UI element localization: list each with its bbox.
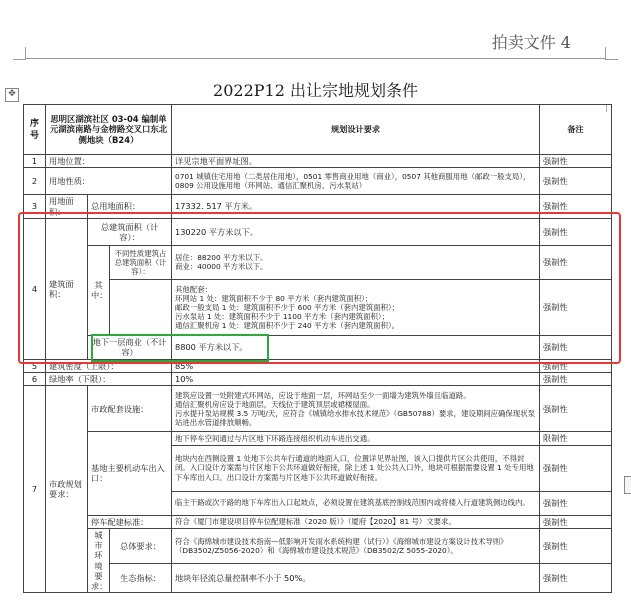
row-7-facility-line: 污水提升泵站规模 3.5 万吨/天，应符合《城镇给水排水技术规范》（GB50788）要求，建设期间应确保现状泵站进出水管道排放顺畅。 xyxy=(175,408,535,427)
row-4-other-remark: 强制性 xyxy=(540,279,612,335)
table-move-handle-icon[interactable]: ✥ xyxy=(5,88,19,102)
row-7-seq: 7 xyxy=(24,386,46,593)
row-4-other-line: 邮政一般支局 1 处：建筑面积不少于 600 平方米（套内建筑面积）； xyxy=(175,302,400,312)
row-7-entry-remark-3: 强制性 xyxy=(540,491,612,515)
row-5-seq: 5 xyxy=(24,359,46,372)
row-2-seq: 2 xyxy=(24,168,46,195)
row-4-seq: 4 xyxy=(24,218,46,359)
row-1-remark: 强制性 xyxy=(540,155,612,168)
header-parcel: 思明区湖滨社区 03-04 编制单元湖滨南路与金榜路交叉口东北侧地块（B24） xyxy=(46,105,172,155)
row-4-other-line: 污水泵站 1 处：建筑面积不少于 1100 平方米（套内建筑面积）； xyxy=(175,311,389,321)
row-7-entry-remark-2: 强制性 xyxy=(540,445,612,491)
row-3-remark: 强制性 xyxy=(540,195,612,219)
row-7-env-b-label: 生态指标： xyxy=(110,563,172,592)
margin-corner-mark xyxy=(13,47,26,60)
row-4-diff-remark: 强制性 xyxy=(540,245,612,279)
row-7-entry-remark-1: 限制性 xyxy=(540,432,612,445)
row-4-underground-value: 8800 平方米以下。 xyxy=(172,335,540,359)
row-7-facility-label: 市政配套设施： xyxy=(88,386,172,432)
row-4-other-title: 其他配套： xyxy=(175,284,212,294)
row-2-item: 用地性质： xyxy=(46,168,172,195)
header-remark: 备注 xyxy=(540,105,612,155)
row-7-env-a-label: 总体要求： xyxy=(110,528,172,563)
row-2-value: 0701 城镇住宅用地（二类居住用地），0501 零售商业用地（商业），0507 其他商服用地（邮政一般支局），0809 公用设施用地（环网站、通信汇聚机房、污水泵站） xyxy=(172,168,540,195)
row-6-item: 绿地率（下限）： xyxy=(46,373,172,386)
row-4-item: 建筑面积： xyxy=(46,218,88,359)
scroll-edge-handle[interactable] xyxy=(624,476,631,494)
row-4-other-line: 环网站 1 处：建筑面积不少于 80 平方米（套内建筑面积）； xyxy=(175,293,373,303)
row-7-facility-line: 通信汇聚机房应设于地面层，天线位于建筑顶层或裙楼屋面。 xyxy=(175,399,375,409)
row-5-value: 85% xyxy=(172,359,540,372)
row-3-seq: 3 xyxy=(24,195,46,219)
row-2-remark: 强制性 xyxy=(540,168,612,195)
document-header-text: 拍卖文件 4 xyxy=(491,33,571,52)
row-7-env-label: 城市环境要求： xyxy=(88,528,110,593)
row-4-total-remark: 强制性 xyxy=(540,218,612,245)
highlight-box-green xyxy=(91,334,269,362)
row-4-total-label: 总建筑面积（计容）： xyxy=(88,218,172,245)
row-7-parking-text: 符合《厦门市建设项目停车位配建标准（2020 版）》（厦府【2020】81 号）文要求。 xyxy=(172,515,540,528)
row-6-seq: 6 xyxy=(24,373,46,386)
row-7-env-b-text: 地块年径流总量控制率不小于 50%。 xyxy=(172,563,540,592)
row-4-diff-commercial: 商业：40000 平方米以下。 xyxy=(175,262,268,272)
row-6-remark: 强制性 xyxy=(540,373,612,386)
row-1-value: 详见宗地平面界址图。 xyxy=(172,155,540,168)
row-7-parking-label: 停车配建标准： xyxy=(88,515,172,528)
row-7-entry-text-1: 地下停车空间通过与片区地下环路连接组织机动车进出交通。 xyxy=(172,432,540,445)
row-4-diff-label: 不同性质建筑占总建筑面积（计容）： xyxy=(110,245,172,279)
row-3-value: 17332. 517 平方米。 xyxy=(172,195,540,219)
row-7-facility-remark: 强制性 xyxy=(540,386,612,432)
row-4-total-value: 130220 平方米以下。 xyxy=(172,218,540,245)
row-7-entry-text-3: 临主干路或次干路的地下车库出入口起坡点，必须设置在建筑基底控制线范围内或将楼入行道建筑侧边线内。 xyxy=(172,491,540,515)
row-4-among: 其中： xyxy=(88,245,110,335)
row-7-env-b-remark: 强制性 xyxy=(540,563,612,592)
row-6-value: 10% xyxy=(172,373,540,386)
row-5-item: 建筑密度（上限）： xyxy=(46,359,172,372)
row-1-item: 用地位置： xyxy=(46,155,172,168)
row-7-facility-line: 建筑应设置一处附建式环网站，应设于地面一层，环网站至少一面墙为建筑外墙且临道路。 xyxy=(175,390,471,400)
document-title: 2022P12 出让宗地规划条件 xyxy=(213,81,418,100)
row-3-sub: 总用地面积： xyxy=(88,195,172,219)
header-requirement: 规划设计要求 xyxy=(172,105,540,155)
row-3-item: 用地面积： xyxy=(46,195,88,219)
row-4-underground-remark: 强制性 xyxy=(540,335,612,359)
row-1-seq: 1 xyxy=(24,155,46,168)
margin-corner-mark xyxy=(605,47,618,60)
row-5-remark: 强制性 xyxy=(540,359,612,372)
row-7-entry-text-2: 地块内在西侧设置 1 处地下公共车行通道的地面入口，位置详见界址图，该入口提供片区公共使用，不得封闭。入口设计方案需与片区地下公共环道做好衔接，除上述 1 处公共入口外，地块可根据需要设置 1 处专用地下车库出入口。出口设计方案需与片区地下公共环道做好衔接。 xyxy=(172,445,540,491)
row-7-facility-value xyxy=(172,386,540,432)
row-4-diff-residential: 居住：88200 平方米以下。 xyxy=(175,253,268,263)
row-4-underground-label: 地下一层商业（不计容） xyxy=(88,335,172,359)
row-4-other-line: 通信汇聚机房 1 处：建筑面积不少于 240 平方米（套内建筑面积）。 xyxy=(175,320,400,330)
row-7-env-a-remark: 强制性 xyxy=(540,528,612,563)
row-7-parking-remark: 强制性 xyxy=(540,515,612,528)
header-rule xyxy=(25,58,605,59)
row-7-entry-label: 基地主要机动车出入口： xyxy=(88,432,172,515)
row-7-env-a-text: 符合《海绵城市建设技术指南—低影响开发雨水系统构建（试行）》《海绵城市建设方案设计技术导则》（DB3502/Z5056-2020）和《海绵城市建设技术规范》（DB3502/Z 5055-2020）。 xyxy=(172,528,540,563)
header-seq: 序号 xyxy=(24,105,46,155)
row-7-item: 市政规划要求： xyxy=(46,386,88,593)
